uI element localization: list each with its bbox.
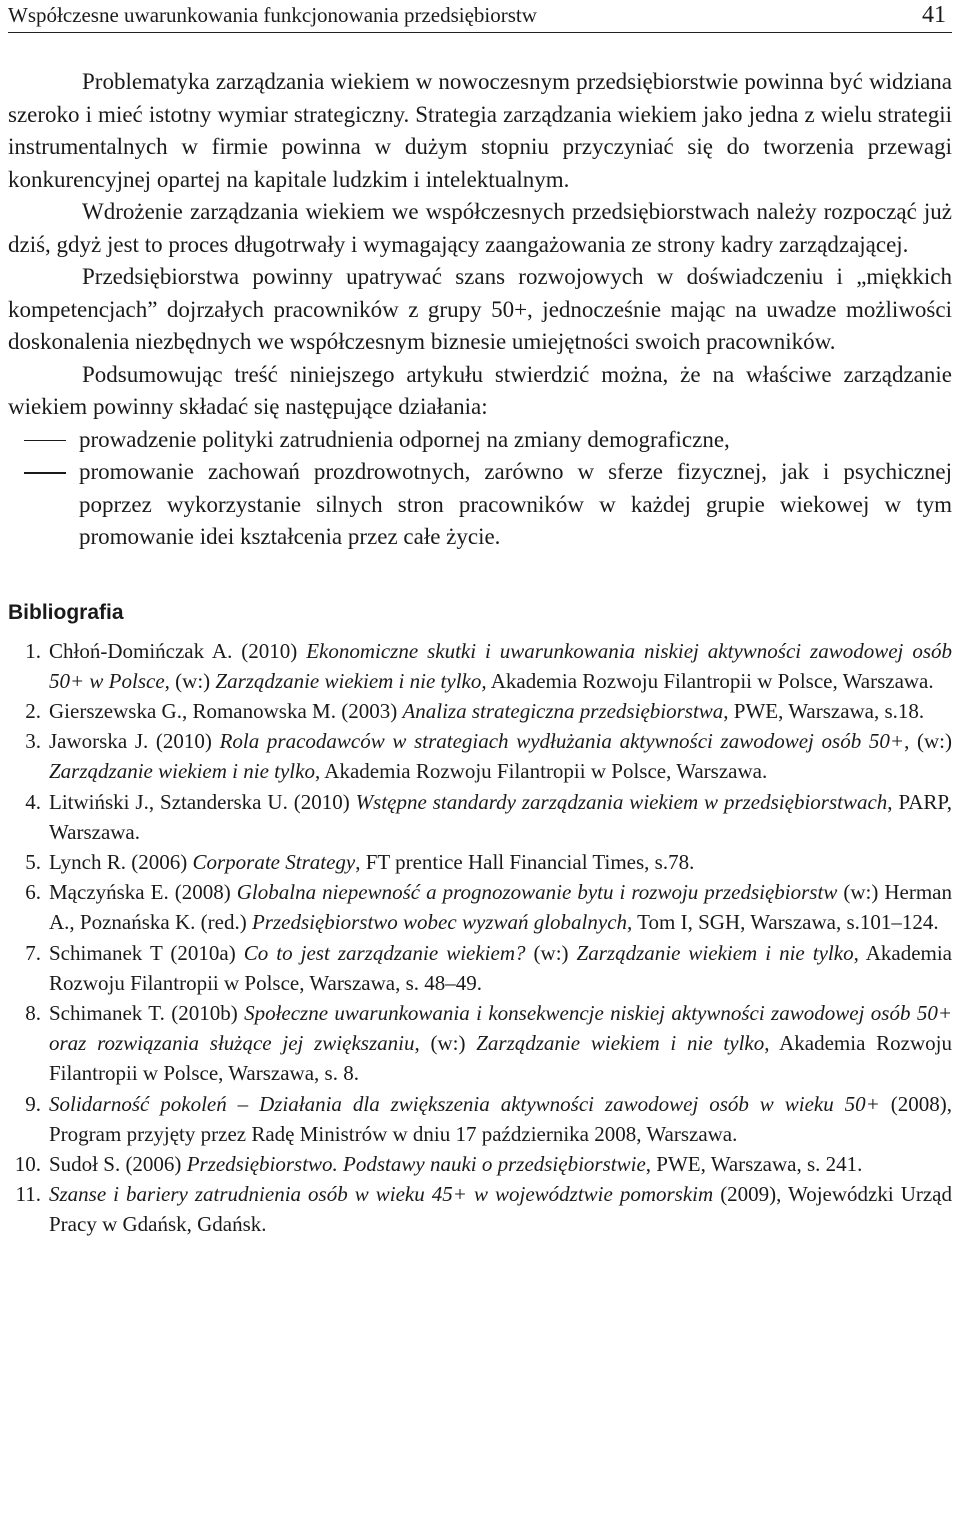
entry-title-italic: Zarządzanie wiekiem i nie tylko	[476, 1031, 765, 1056]
entry-text: Schimanek T. (2010b)	[49, 1000, 245, 1025]
bibliography-entry	[8, 938, 952, 998]
action-list	[8, 424, 952, 554]
entry-number: 3.	[25, 729, 41, 754]
entry-text: , FT prentice Hall Financial Times, s.78.	[355, 849, 695, 874]
entry-text: (2008), Program przyjęty przez Radę Ministrów w dniu 17 października 2008, Warszawa.	[49, 1091, 952, 1146]
entry-title-italic: Szanse i bariery zatrudnienia osób w wieku 45+ w województwie pomorskim	[49, 1182, 714, 1207]
bibliography-entry	[8, 1089, 952, 1149]
paragraph: Wdrożenie zarządzania wiekiem we współczesnych przedsiębiorstwach należy rozpocząć już dziś, gdyż jest to proces długotrwały i wymagający zaangażowania ze strony kadry zarządzającej.	[8, 199, 952, 257]
paragraph: Problematyka zarządzania wiekiem w nowoczesnym przedsiębiorstwie powinna być widziana szeroko i mieć istotny wymiar strategiczny. Strategia zarządzania wiekiem jako jedna z wielu strategii instrumentalnych w firmie powinna w dużym stopniu przyczyniać się do tworzenia przewagi konkurencyjnej opartej na kapitale ludzkim i intelektualnym.	[8, 69, 952, 192]
entry-text: , Akademia Rozwoju Filantropii w Polsce, Warszawa, s. 8.	[49, 1031, 952, 1086]
entry-title-italic: Solidarność pokoleń – Działania dla zwiększenia aktywności zawodowej osób w wieku 50+	[49, 1091, 880, 1116]
entry-text: , (w:)	[904, 729, 952, 754]
dash-bullet-icon	[24, 472, 66, 474]
paragraph: Podsumowując treść niniejszego artykułu stwierdzić można, że na właściwe zarządzanie wiekiem powinny składać się następujące działania:	[8, 361, 952, 419]
list-item	[8, 424, 952, 457]
body-text	[8, 66, 952, 554]
entry-number: 2.	[25, 698, 41, 723]
entry-title-italic: Ekonomiczne skutki i uwarunkowania niskiej aktywności zawodowej osób 50+ w Polsce	[49, 638, 953, 693]
entry-title-italic: Społeczne uwarunkowania i konsekwencje niskiej aktywności zawodowej osób 50+ oraz rozwiązania służące jej zwiększaniu	[49, 1000, 952, 1056]
entry-title-italic: Przedsiębiorstwo wobec wyzwań globalnych,	[251, 910, 633, 935]
entry-text: Sudoł S. (2006)	[49, 1151, 187, 1176]
entry-text: Tom I, SGH, Warszawa, s.101–124.	[632, 910, 939, 935]
entry-title-italic: Zarządzanie wiekiem i nie tylko,	[215, 668, 487, 693]
entry-title-italic: Rola pracodawców w strategiach wydłużania aktywności zawodowej osób 50+	[219, 729, 905, 754]
entry-number: 5.	[25, 849, 41, 874]
entry-number: 8.	[25, 1000, 41, 1025]
entry-text: Lynch R. (2006)	[49, 849, 193, 874]
entry-text: Gierszewska G., Romanowska M. (2003)	[49, 698, 403, 723]
bibliography-entry	[8, 696, 952, 726]
bibliography-entry	[8, 877, 952, 937]
entry-text: (2009), Wojewódzki Urząd Pracy w Gdańsk, Gdańsk.	[49, 1182, 952, 1237]
bibliography-heading: Bibliografia	[8, 600, 124, 624]
bibliography-entry	[8, 1149, 952, 1179]
entry-text: , PWE, Warszawa, s. 241.	[645, 1151, 863, 1176]
running-header	[8, 0, 952, 33]
entry-title-italic: Zarządzanie wiekiem i nie tylko	[49, 759, 315, 784]
entry-number: 11.	[15, 1182, 41, 1207]
entry-text: , (w:)	[414, 1031, 477, 1056]
paragraph: Przedsiębiorstwa powinny upatrywać szans rozwojowych w doświadczeniu i „miękkich kompetencjach” dojrzałych pracowników z grupy 50+, jednocześnie mając na uwadze możliwości doskonalenia niezbędnych we współczesnym biznesie umiejętności swoich pracowników.	[8, 264, 952, 354]
bibliography-entry	[8, 847, 952, 877]
list-item	[8, 456, 952, 554]
entry-number: 1.	[25, 638, 41, 663]
running-title: Współczesne uwarunkowania funkcjonowania przedsiębiorstw	[8, 3, 537, 27]
entry-number: 9.	[25, 1091, 41, 1116]
entry-text: , (w:)	[164, 668, 216, 693]
entry-title-italic: Analiza strategiczna przedsiębiorstwa	[402, 698, 724, 723]
bibliography-entry	[8, 636, 952, 696]
entry-text: , Akademia Rozwoju Filantropii w Polsce, Warszawa, s. 48–49.	[49, 940, 953, 995]
entry-text: (w:) Herman A., Poznańska K. (red.)	[49, 880, 952, 935]
entry-number: 7.	[25, 940, 41, 965]
bibliography-entry	[8, 998, 952, 1089]
entry-title-italic: Corporate Strategy	[192, 849, 356, 874]
entry-title-italic: Co to jest zarządzanie wiekiem?	[243, 940, 526, 965]
entry-number: 10.	[14, 1151, 41, 1176]
entry-title-italic: Wstępne standardy zarządzania wiekiem w przedsiębiorstwach	[355, 789, 888, 814]
page-number: 41	[922, 2, 946, 28]
bibliography-entry	[8, 1179, 952, 1239]
entry-text: Schimanek T (2010a)	[49, 940, 244, 965]
list-item-text: prowadzenie polityki zatrudnienia odpornej na zmiany demograficzne,	[79, 426, 730, 452]
entry-text: , PWE, Warszawa, s.18.	[723, 698, 925, 723]
entry-title-italic: Globalna niepewność a prognozowanie bytu i rozwoju przedsiębiorstw	[236, 880, 838, 905]
entry-text: Mączyńska E. (2008)	[49, 880, 237, 905]
list-item-text: promowanie zachowań prozdrowotnych, zarówno w sferze fizycznej, jak i psychicznej poprzez wykorzystanie silnych stron pracowników w każdej grupie wiekowej w tym promowanie idei kształcenia przez całe życie.	[79, 459, 952, 549]
entry-text: , Akademia Rozwoju Filantropii w Polsce, Warszawa.	[314, 759, 768, 784]
bibliography-list	[8, 636, 952, 1240]
entry-number: 6.	[25, 880, 41, 905]
bibliography-entry	[8, 787, 952, 847]
entry-text: Jaworska J. (2010)	[49, 729, 220, 754]
entry-text: Litwiński J., Sztanderska U. (2010)	[49, 789, 356, 814]
entry-text: (w:)	[525, 940, 577, 965]
dash-bullet-icon	[24, 440, 66, 442]
entry-number: 4.	[25, 789, 41, 814]
entry-text: Chłoń-Domińczak A. (2010)	[49, 638, 307, 663]
entry-title-italic: Przedsiębiorstwo. Podstawy nauki o przedsiębiorstwie	[186, 1151, 646, 1176]
entry-title-italic: Zarządzanie wiekiem i nie tylko	[576, 940, 854, 965]
entry-text: , PARP, Warszawa.	[49, 789, 952, 844]
bibliography-entry	[8, 726, 952, 786]
entry-text: Akademia Rozwoju Filantropii w Polsce, Warszawa.	[486, 668, 934, 693]
